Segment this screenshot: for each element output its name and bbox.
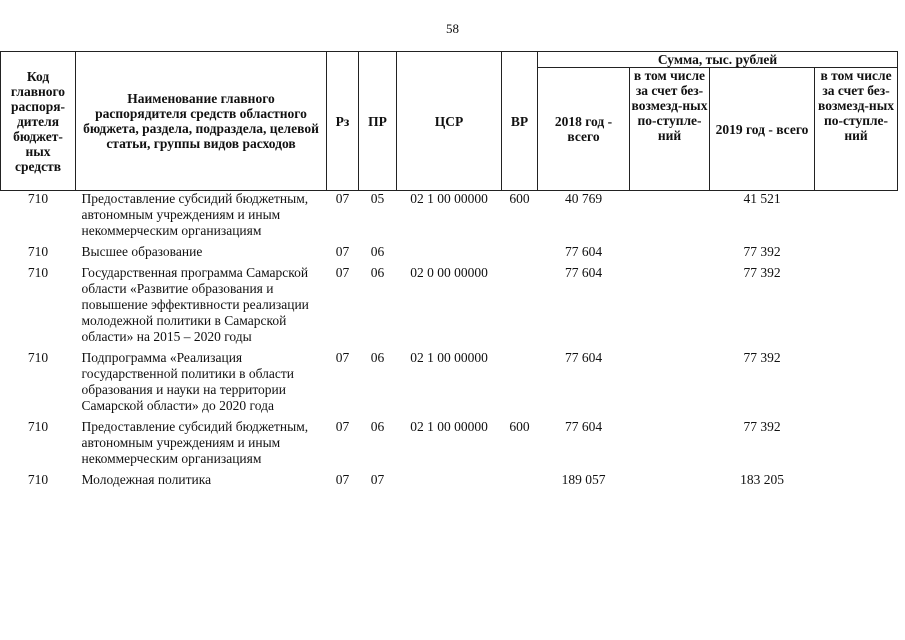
- cell-rz: 07: [335, 419, 350, 434]
- cell-2018-total: 189 057: [561, 472, 606, 487]
- cell-vr: [502, 265, 538, 350]
- cell-2019-total: 77 392: [743, 419, 781, 434]
- cell-rz: 07: [335, 244, 350, 259]
- cell-2018-free: [630, 191, 710, 245]
- cell-2018-total: 77 604: [564, 265, 603, 280]
- cell-vr: 600: [509, 191, 530, 206]
- cell-2018-free: [630, 472, 710, 493]
- cell-name: Подпрограмма «Реализация государственной политики в области образования и науки на территории Самарской области» до 2020 года: [81, 350, 295, 413]
- header-csr: ЦСР: [397, 52, 502, 191]
- cell-code: 710: [27, 244, 49, 259]
- cell-csr: 02 1 00 00000: [410, 350, 488, 365]
- cell-2019-total: 77 392: [743, 265, 781, 280]
- cell-csr: [397, 244, 502, 265]
- cell-name: Высшее образование: [81, 244, 203, 259]
- table-row: [1, 265, 898, 350]
- header-vr: ВР: [502, 52, 538, 191]
- cell-2019-free: [815, 472, 898, 493]
- table-row: [1, 472, 898, 493]
- header-sum: Сумма, тыс. рублей: [538, 52, 898, 68]
- cell-pr: 06: [370, 265, 385, 280]
- cell-code: 710: [27, 191, 49, 206]
- header-2018-free: в том числе за счет без-возмезд-ных по-ступле-ний: [630, 68, 710, 191]
- cell-code: 710: [27, 350, 49, 365]
- table-body: [1, 191, 898, 494]
- cell-rz: 07: [335, 265, 350, 280]
- cell-2018-total: 77 604: [564, 419, 603, 434]
- cell-2018-total: 77 604: [564, 350, 603, 365]
- cell-2019-free: [815, 350, 898, 419]
- header-code: Код главного распоря-дителя бюджет-ных средств: [1, 52, 76, 191]
- cell-csr: [397, 472, 502, 493]
- cell-2018-free: [630, 265, 710, 350]
- cell-2019-total: 183 205: [740, 472, 784, 487]
- cell-2019-total: 77 392: [743, 244, 781, 259]
- cell-csr: 02 0 00 00000: [410, 265, 488, 280]
- cell-rz: 07: [335, 472, 350, 487]
- cell-vr: [502, 472, 538, 493]
- cell-vr: 600: [509, 419, 530, 434]
- cell-name: Предоставление субсидий бюджетным, автономным учреждениям и иным некоммерческим организациям: [81, 419, 309, 466]
- cell-rz: 07: [335, 191, 350, 206]
- cell-pr: 06: [370, 350, 385, 365]
- cell-pr: 05: [370, 191, 385, 206]
- cell-2019-free: [815, 191, 898, 245]
- cell-2019-total: 77 392: [743, 350, 781, 365]
- cell-csr: 02 1 00 00000: [410, 419, 488, 434]
- cell-code: 710: [27, 265, 49, 280]
- cell-code: 710: [27, 419, 49, 434]
- cell-2018-free: [630, 350, 710, 419]
- cell-2018-free: [630, 244, 710, 265]
- cell-2019-total: 41 521: [743, 191, 781, 206]
- header-2019-free: в том числе за счет без-возмезд-ных по-ступле-ний: [815, 68, 898, 191]
- cell-2019-free: [815, 419, 898, 472]
- header-name: Наименование главного распорядителя средств областного бюджета, раздела, подраздела, целевой статьи, группы видов расходов: [76, 52, 327, 191]
- cell-vr: [502, 244, 538, 265]
- cell-vr: [502, 350, 538, 419]
- cell-pr: 06: [370, 419, 385, 434]
- table-header: [1, 52, 898, 191]
- table-row: [1, 350, 898, 419]
- cell-pr: 07: [370, 472, 385, 487]
- cell-name: Предоставление субсидий бюджетным, автономным учреждениям и иным некоммерческим организациям: [81, 191, 309, 238]
- header-pr: ПР: [359, 52, 397, 191]
- header-2018-total: 2018 год - всего: [538, 68, 630, 191]
- table-row: [1, 244, 898, 265]
- cell-2019-free: [815, 265, 898, 350]
- table-row: [1, 191, 898, 245]
- header-rz: Рз: [327, 52, 359, 191]
- cell-2019-free: [815, 244, 898, 265]
- cell-code: 710: [27, 472, 49, 487]
- cell-2018-total: 40 769: [564, 191, 603, 206]
- cell-name: Молодежная политика: [81, 472, 212, 487]
- cell-pr: 06: [370, 244, 385, 259]
- table-row: [1, 419, 898, 472]
- budget-table: [0, 51, 898, 493]
- cell-rz: 07: [335, 350, 350, 365]
- header-2019-total: 2019 год - всего: [710, 68, 815, 191]
- cell-csr: 02 1 00 00000: [410, 191, 488, 206]
- cell-name: Государственная программа Самарской области «Развитие образования и повышение эффективности реализации молодежной политики в Самарской области» на 2015 – 2020 годы: [81, 265, 309, 344]
- cell-2018-total: 77 604: [564, 244, 603, 259]
- cell-2018-free: [630, 419, 710, 472]
- page-number: 58: [446, 21, 459, 36]
